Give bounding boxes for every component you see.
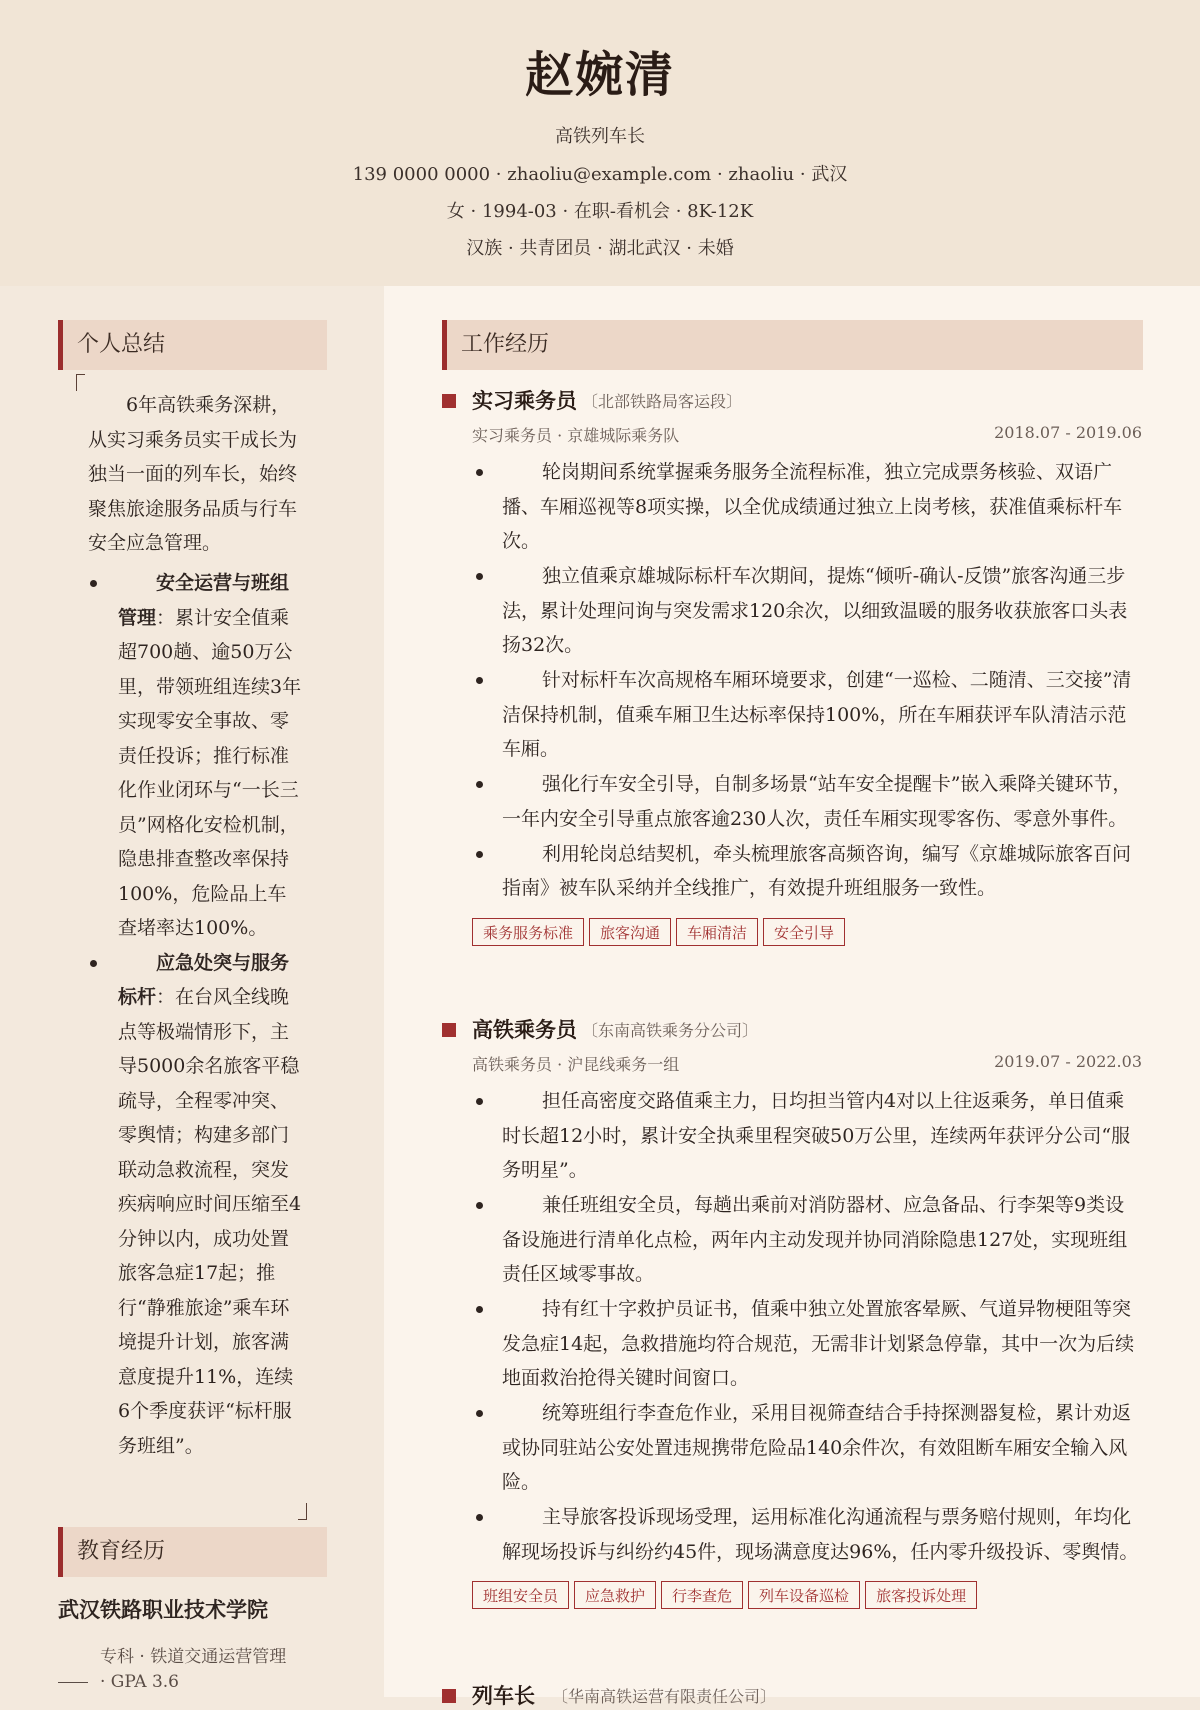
education-section-title: 教育经历 [58,1527,327,1577]
job-title: 高铁列车长 [555,126,645,147]
summary-text: 6年高铁乘务深耕，从实习乘务员实干成长为独当一面的列车长，始终聚焦旅途服务品质与行车安全应急管理。 [88,394,298,554]
job-entry [442,1014,1142,1611]
job-bullet [442,1292,1142,1396]
skill-tag: 行李查危 [661,1581,743,1609]
skill-tag: 车厢清洁 [676,918,758,946]
job-position: 高铁乘务员 [472,1017,577,1042]
job-company: 〔东南高铁乘务分公司〕 [582,1021,759,1040]
highlight-item [88,946,303,1464]
job-bullet-text: 针对标杆车次高规格车厢环境要求，创建“一巡检、二随清、三交接”清洁保持机制，值乘车厢卫生达标率保持100%，所在车厢获评车队清洁示范车厢。 [502,669,1132,760]
contact-line: 139 0000 0000 · zhaoliu@example.com · zhaoliu · 武汉 [352,164,848,185]
highlight-text: ：在台风全线晚点等极端情形下，主导5000余名旅客平稳疏导，全程零冲突、零舆情；构建多部门联动急救流程，突发疾病响应时间压缩至4分钟以内，成功处置旅客急症17起；推行“静雅旅途”乘车环境提升计划，旅客满意度提升11%，连续6个季度获评“标杆服务班组”。 [118,986,302,1457]
job-bullet-text: 独立值乘京雄城际标杆车次期间，提炼“倾听-确认-反馈”旅客沟通三步法，累计处理问询与突发需求120余次，以细致温暖的服务收获旅客口头表扬32次。 [502,565,1128,656]
job-entry [442,385,1142,948]
job-tags [472,1581,1172,1611]
bullet-dot [90,580,97,587]
job-bullets [442,455,1142,906]
bullet-dot [476,469,483,476]
skill-tag: 乘务服务标准 [472,918,584,946]
job-team: 高铁乘务员 · 沪昆线乘务一组 [472,1055,680,1074]
education-school: 武汉铁路职业技术学院 [58,1597,268,1622]
bullet-dot [476,677,483,684]
skill-tag: 安全引导 [763,918,845,946]
skill-tag: 班组安全员 [472,1581,569,1609]
summary-section-title: 个人总结 [58,320,327,370]
job-bullet-text: 担任高密度交路值乘主力，日均担当管内4对以上往返乘务，单日值乘时长超12小时，累计安全执乘里程突破50万公里，连续两年获评分公司“服务明星”。 [502,1090,1131,1181]
job-entry [442,1680,1142,1710]
job-bullet-text: 主导旅客投诉现场受理，运用标准化沟通流程与票务赔付规则，年均化解现场投诉与纠纷约45件，现场满意度达96%，任内零升级投诉、零舆情。 [502,1506,1139,1563]
job-company: 〔北部铁路局客运段〕 [582,392,743,411]
work-section-title: 工作经历 [442,320,1143,370]
bullet-dot [476,781,483,788]
job-bullet-text: 兼任班组安全员，每趟出乘前对消防器材、应急备品、行李架等9类设备设施进行清单化点检，两年内主动发现并协同消除隐患127处，实现班组责任区域零事故。 [502,1194,1128,1285]
job-date: 2018.07 - 2019.06 [994,423,1142,442]
education-divider [58,1682,88,1683]
job-bullet-text: 统筹班组行李查危作业，采用目视筛查结合手持探测器复检，累计劝返或协同驻站公安处置违规携带危险品140余件次，有效阻断车厢安全输入风险。 [502,1402,1132,1493]
skill-tag: 列车设备巡检 [748,1581,860,1609]
job-bullet [442,1500,1142,1569]
bullet-dot [476,1514,483,1521]
bullet-dot [476,851,483,858]
job-position: 列车长 [472,1683,535,1708]
job-bullet-text: 轮岗期间系统掌握乘务服务全流程标准，独立完成票务核验、双语广播、车厢巡视等8项实操，以全优成绩通过独立上岗考核，获准值乘标杆车次。 [502,461,1123,552]
summary-highlights [88,566,303,1463]
job-bullet [442,837,1142,906]
education-degree: 专科 · 铁道交通运营管理 [100,1647,287,1667]
bullet-dot [476,1306,483,1313]
skill-tag: 应急救护 [574,1581,656,1609]
job-bullet [442,1084,1142,1188]
job-bullet [442,1396,1142,1500]
quote-bracket-close [298,1503,307,1520]
bullet-dot [90,960,97,967]
job-bullet-text: 强化行车安全引导，自制多场景“站车安全提醒卡”嵌入乘降关键环节，一年内安全引导重点旅客逾230人次，责任车厢实现零客伤、零意外事件。 [502,773,1132,830]
job-bullet [442,663,1142,767]
job-bullets [442,1084,1142,1569]
job-bullet-text: 利用轮岗总结契机，牵头梳理旅客高频咨询，编写《京雄城际旅客百问指南》被车队采纳并全线推广，有效提升班组服务一致性。 [502,842,1132,899]
job-company: 〔华南高铁运营有限责任公司〕 [552,1687,777,1706]
job-team: 实习乘务员 · 京雄城际乘务队 [472,426,680,445]
bullet-dot [476,1410,483,1417]
highlight-lead: 应急处突与服务标杆 [118,951,290,1008]
job-position: 实习乘务员 [472,388,577,413]
job-bullet-text: 持有红十字救护员证书，值乘中独立处置旅客晕厥、气道异物梗阻等突发急症14起，急救措施均符合规范，无需非计划紧急停靠，其中一次为后续地面救治抢得关键时间窗口。 [502,1298,1135,1389]
quote-bracket-open [76,374,85,391]
job-tags [472,918,1172,948]
candidate-name: 赵婉清 [524,47,675,103]
job-marker [442,1023,456,1037]
highlight-item [88,566,303,946]
job-bullet [442,559,1142,663]
job-bullet [442,455,1142,559]
job-marker [442,394,456,408]
job-marker [442,1689,456,1703]
job-bullet [442,767,1142,836]
bullet-dot [476,1098,483,1105]
bullet-dot [476,1202,483,1209]
job-bullet [442,1188,1142,1292]
education-gpa: · GPA 3.6 [100,1672,179,1692]
highlight-text: ：累计安全值乘超700趟、逾50万公里，带领班组连续3年实现零安全事故、零责任投诉；推行标准化作业闭环与“一长三员”网格化安检机制，隐患排查整改率保持100%，危险品上车查堵率达100%。 [118,606,302,939]
highlight-lead: 安全运营与班组管理 [118,572,290,629]
bullet-dot [476,573,483,580]
skill-tag: 旅客沟通 [589,918,671,946]
job-date: 2019.07 - 2022.03 [994,1052,1142,1071]
skill-tag: 旅客投诉处理 [865,1581,977,1609]
resume-header [0,0,1200,286]
background-info-line: 汉族 · 共青团员 · 湖北武汉 · 未婚 [466,238,734,259]
personal-info-line: 女 · 1994-03 · 在职-看机会 · 8K-12K [446,201,754,222]
